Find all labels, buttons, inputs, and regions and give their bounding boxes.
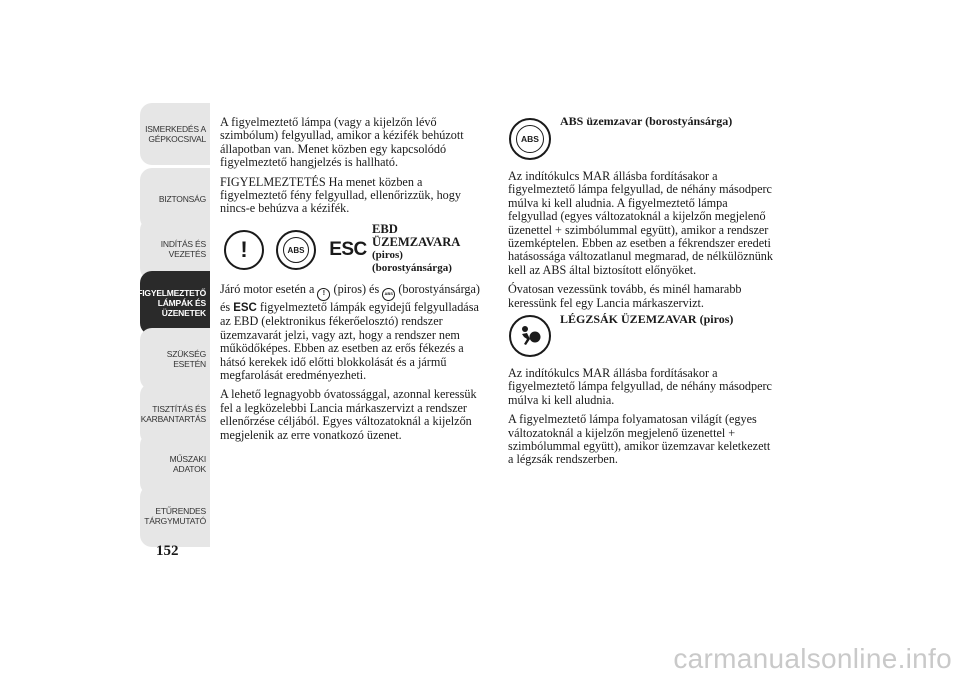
inline-esc-label: ESC — [233, 302, 257, 314]
abs-heading: ABS üzemzavar (borostyánsárga) — [560, 114, 733, 128]
abs-icon: ABS — [509, 118, 551, 160]
ebd-text-b: (piros) és — [333, 282, 380, 296]
airbag-icon — [509, 315, 551, 357]
tab-biztonsag[interactable]: BIZTONSÁG — [140, 168, 210, 230]
tab-inditas[interactable]: INDÍTÁS ÉS VEZETÉS — [140, 218, 210, 280]
tab-figyelmezteto-lampak[interactable]: FIGYELMEZTETŐ LÁMPÁK ÉS ÜZENETEK — [140, 271, 210, 335]
ebd-paragraph — [220, 283, 492, 382]
page-number: 152 — [156, 543, 179, 559]
ebd-heading-line1: EBD — [372, 222, 398, 236]
inline-abs-icon: ABS — [382, 288, 395, 301]
abs-paragraph-2: Óvatosan vezessünk tovább, és minél hamarabb keressünk fel egy Lancia márkaszervizt. — [508, 282, 742, 310]
ebd-heading — [372, 223, 482, 275]
tab-ismerkedes[interactable]: ISMERKEDÉS A GÉPKOCSIVAL — [140, 103, 210, 165]
ebd-text-a: Járó motor esetén a — [220, 282, 315, 296]
ebd-text-c: (borostyánsárga) és — [220, 282, 480, 314]
abs-warning-icon: ABS — [276, 230, 316, 270]
airbag-heading: LÉGZSÁK ÜZEMZAVAR (piros) — [560, 312, 734, 326]
inline-brake-icon: ! — [317, 288, 330, 301]
brake-warning-icon: ! — [224, 230, 264, 270]
ebd-heading-line4: (borostyánsárga) — [372, 262, 452, 274]
airbag-paragraph-2: A figyelmeztető lámpa folyamatosan világít (egyes változatoknál a kijelzőn megjelenő üzenettel + szimbólummal együtt), amikor üzemzavar keletkezett a légzsák rendszerben. — [508, 412, 771, 467]
left-column — [220, 116, 492, 222]
ebd-heading-line2: ÜZEMZAVARA — [372, 235, 461, 249]
warning-paragraph: FIGYELMEZTETÉS Ha menet közben a figyelmeztető fény felgyullad, ellenőrizzük, hogy nincs-e behúzva a kézifék. — [220, 174, 461, 216]
handbrake-paragraph: A figyelmeztető lámpa (vagy a kijelzőn lévő szimbólum) felgyullad, amikor a kézifék behúzott állapotban van. Menet közben egy kapcsolódó figyelmeztető hangjelzés is hallható. — [220, 115, 464, 170]
airbag-paragraph-1: Az indítókulcs MAR állásba fordításakor a figyelmeztető lámpa felgyullad, de néhány másodperc múlva ki kell aludnia. — [508, 366, 772, 407]
esc-warning-icon: ESC — [329, 239, 367, 260]
service-paragraph: A lehető legnagyobb óvatossággal, azonnal keressük fel a legközelebbi Lancia márkaszervizt a rendszer ellenőrzése céljából. Egyes változatoknál a kijelzőn megjelenik az erre vonatkozó üzenet. — [220, 387, 477, 442]
ebd-heading-line3: (piros) — [372, 249, 403, 261]
tab-targymutato[interactable]: ETŰRENDES TÁRGYMUTATÓ — [140, 485, 210, 547]
airbag-section — [508, 367, 778, 473]
tab-muszaki-adatok[interactable]: MŰSZAKI ADATOK — [140, 433, 210, 495]
tab-szukseg-eseten[interactable]: SZÜKSÉG ESETÉN — [140, 328, 210, 390]
abs-paragraph-1: Az indítókulcs MAR állásba fordításakor a figyelmeztető lámpa felgyullad, de néhány másodperc múlva ki kell aludnia. A figyelmeztető lámpa felgyullad (egyes változatoknál a kijelzőn megjelenő üzenettel + szimbólummal együtt), amikor a rendszer üzemképtelen. Ebben az esetben a fékrendszer eredeti hatásossága változatlanul megmarad, de nélkülöznünk kell az ABS által biztosított előnyöket. — [508, 169, 773, 277]
tab-tisztitas[interactable]: TISZTÍTÁS ÉS KARBANTARTÁS — [140, 383, 210, 445]
watermark: carmanualsonline.info — [673, 643, 952, 674]
ebd-text-d: figyelmeztető lámpák egyidejű felgyulladása az EBD (elektronikus fékerőelosztó) rendszer üzemzavarát jelzi, vagy azt, hogy a rendszer nem működőképes. Ebben az esetben az erős fékezés a hátsó kerekek idő előtti blokkolását és a jármű megfarolását eredményezheti. — [220, 300, 479, 383]
left-column-lower — [220, 283, 492, 448]
abs-section — [508, 170, 778, 316]
